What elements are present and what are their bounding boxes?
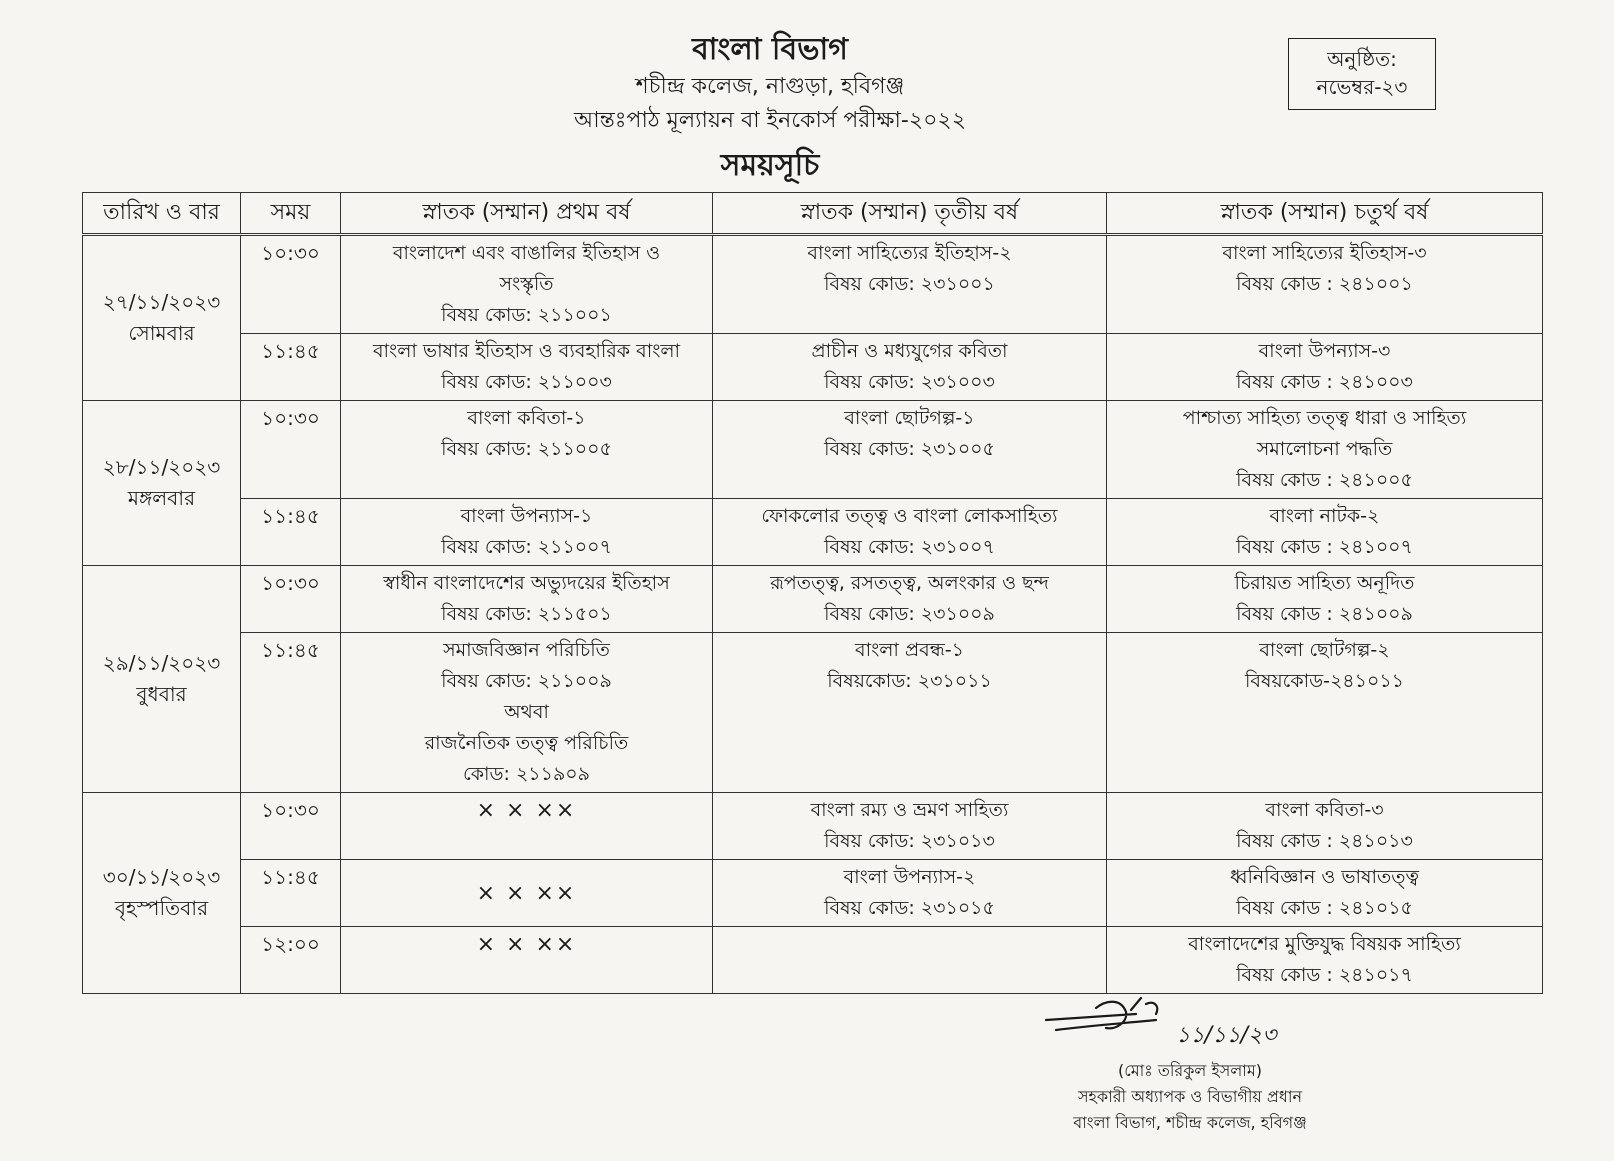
subject-code: বিষয় কোড : ২৪১০১৩ [1236, 830, 1413, 852]
first-year-cell [341, 235, 713, 334]
subject-code: বিষয় কোড: ২৩১০০৯ [824, 603, 995, 625]
subject-code: বিষয় কোড : ২৪১০০৩ [1236, 371, 1413, 393]
time-cell: ১০:৩০ [241, 566, 341, 633]
subject-title: বাংলা উপন্যাস-১ [460, 505, 593, 527]
first-year-cell [341, 401, 713, 499]
subject-title: চিরায়ত সাহিত্য অনূদিত [1234, 572, 1415, 594]
subject-title: বাংলা উপন্যাস-২ [843, 866, 976, 888]
column-header-third-year: স্নাতক (সম্মান) তৃতীয় বর্ষ [713, 193, 1107, 235]
college-name: শচীন্দ্র কলেজ, নাগুড়া, হবিগঞ্জ [635, 74, 905, 99]
subject-code: বিষয় কোড: ২৩১০১৩ [824, 830, 995, 852]
time-cell: ১০:৩০ [241, 401, 341, 499]
held-value: নভেম্বর-২৩ [1316, 75, 1408, 99]
signature-date: ১১/১১/২৩ [1176, 1023, 1277, 1048]
subject-title: ফোকলোর তত্ত্ব ও বাংলা লোকসাহিত্য [761, 505, 1058, 527]
subject-title: বাংলা ছোটগল্প-১ [844, 407, 975, 429]
fourth-year-cell [1107, 235, 1543, 334]
exam-day: সোমবার [128, 321, 195, 345]
fourth-year-cell [1107, 860, 1543, 927]
third-year-cell [713, 334, 1107, 401]
no-exam-mark: × × ×× [476, 932, 577, 957]
exam-day: বুধবার [136, 682, 187, 706]
subject-title: বাংলা ছোটগল্প-২ [1259, 639, 1390, 661]
no-exam-mark: × × ×× [476, 798, 577, 823]
subject-title: পাশ্চাত্য সাহিত্য তত্ত্ব ধারা ও সাহিত্য [1182, 407, 1467, 429]
first-year-cell [341, 927, 713, 994]
subject-title: সমাজবিজ্ঞান পরিচিতি [443, 639, 610, 661]
subject-title: সংস্কৃতি [499, 273, 554, 295]
table-row [83, 566, 1543, 633]
date-cell [83, 793, 241, 994]
header [500, 30, 1040, 138]
held-date-box [1288, 38, 1436, 110]
subject-title: ধ্বনিবিজ্ঞান ও ভাষাতত্ত্ব [1229, 866, 1420, 888]
time-cell: ১২:০০ [241, 927, 341, 994]
first-year-cell [341, 860, 713, 927]
subject-code: বিষয় কোড: ২১১০০৭ [441, 536, 612, 558]
subject-title: বাংলা সাহিত্যের ইতিহাস-২ [807, 242, 1012, 264]
exam-date: ২৯/১১/২০২৩ [102, 651, 221, 675]
subject-title: সমালোচনা পদ্ধতি [1256, 438, 1393, 460]
subject-code: বিষয় কোড: ২১১০০৫ [441, 438, 612, 460]
subject-title: বাংলা প্রবন্ধ-১ [855, 639, 964, 661]
signatory-department: বাংলা বিভাগ, শচীন্দ্র কলেজ, হবিগঞ্জ [1073, 1113, 1307, 1132]
column-header-date: তারিখ ও বার [83, 193, 241, 235]
subject-code: বিষয় কোড : ২৪১০১৭ [1236, 964, 1413, 986]
subject-code: বিষয় কোড: ২৩১০০৩ [824, 371, 995, 393]
table-row [83, 334, 1543, 401]
time-cell: ১০:৩০ [241, 235, 341, 334]
subject-code: বিষয়কোড: ২৩১০১১ [827, 670, 992, 692]
first-year-cell [341, 793, 713, 860]
subject-title: বাংলা কবিতা-১ [467, 407, 586, 429]
time-cell: ১০:৩০ [241, 793, 341, 860]
table-row [83, 401, 1543, 499]
fourth-year-cell [1107, 927, 1543, 994]
first-year-cell [341, 566, 713, 633]
column-header-fourth-year: স্নাতক (সম্মান) চতুর্থ বর্ষ [1107, 193, 1543, 235]
fourth-year-cell [1107, 499, 1543, 566]
subject-title: বাংলা রম্য ও ভ্রমণ সাহিত্য [810, 799, 1009, 821]
first-year-cell [341, 334, 713, 401]
table-row [83, 235, 1543, 334]
subject-code: কোড: ২১১৯০৯ [463, 763, 590, 785]
fourth-year-cell [1107, 566, 1543, 633]
subject-code: বিষয় কোড: ২১১০০৩ [441, 371, 612, 393]
held-label: অনুষ্ঠিত: [1327, 47, 1397, 71]
exam-date: ৩০/১১/২০২৩ [102, 865, 221, 889]
no-exam-mark: × × ×× [476, 881, 577, 906]
subject-code: বিষয় কোড : ২৪১০১৫ [1236, 897, 1413, 919]
table-row [83, 499, 1543, 566]
subject-title: বাংলা নাটক-২ [1269, 505, 1380, 527]
exam-day: বৃহস্পতিবার [114, 896, 209, 920]
third-year-cell [713, 566, 1107, 633]
subject-title: বাংলা কবিতা-৩ [1265, 799, 1384, 821]
third-year-cell [713, 927, 1107, 994]
fourth-year-cell [1107, 334, 1543, 401]
subject-title: রূপতত্ত্ব, রসতত্ত্ব, অলংকার ও ছন্দ [770, 572, 1049, 594]
table-header-row [83, 193, 1543, 235]
subject-code: বিষয় কোড : ২৪১০০১ [1236, 273, 1413, 295]
or-separator: অথবা [504, 701, 549, 723]
time-cell: ১১:৪৫ [241, 633, 341, 793]
signatory-name: (মোঃ তরিকুল ইসলাম) [1117, 1061, 1263, 1080]
fourth-year-cell [1107, 401, 1543, 499]
third-year-cell [713, 235, 1107, 334]
subject-code: বিষয় কোড: ২১১৫০১ [441, 603, 612, 625]
schedule-title: সময়সূচি [720, 148, 820, 183]
subject-title: বাংলা সাহিত্যের ইতিহাস-৩ [1222, 242, 1427, 264]
table-row [83, 860, 1543, 927]
exam-day: মঙ্গলবার [127, 486, 196, 510]
table-row [83, 927, 1543, 994]
subject-title: বাংলা ভাষার ইতিহাস ও ব্যবহারিক বাংলা [372, 340, 681, 362]
subject-code: বিষয় কোড : ২৪১০০৯ [1236, 603, 1413, 625]
first-year-cell [341, 633, 713, 793]
third-year-cell [713, 860, 1107, 927]
signatory-designation: সহকারী অধ্যাপক ও বিভাগীয় প্রধান [1077, 1087, 1303, 1106]
date-cell [83, 566, 241, 793]
third-year-cell [713, 499, 1107, 566]
subject-code: বিষয় কোড : ২৪১০০৫ [1236, 469, 1413, 491]
subject-title: বাংলাদেশের মুক্তিযুদ্ধ বিষয়ক সাহিত্য [1188, 933, 1461, 955]
column-header-time: সময় [241, 193, 341, 235]
exam-date: ২৮/১১/২০২৩ [102, 455, 221, 479]
subject-title: স্বাধীন বাংলাদেশের অভ্যুদয়ের ইতিহাস [383, 572, 670, 594]
third-year-cell [713, 633, 1107, 793]
column-header-first-year: স্নাতক (সম্মান) প্রথম বর্ষ [341, 193, 713, 235]
table-row [83, 793, 1543, 860]
subject-code: বিষয় কোড: ২৩১০০৭ [824, 536, 995, 558]
department-title: বাংলা বিভাগ [692, 32, 848, 67]
subject-code: বিষয় কোড : ২৪১০০৭ [1236, 536, 1413, 558]
subject-code: বিষয় কোড: ২৩১০০১ [824, 273, 995, 295]
subject-title: বাংলা উপন্যাস-৩ [1258, 340, 1391, 362]
fourth-year-cell [1107, 633, 1543, 793]
time-cell: ১১:৪৫ [241, 499, 341, 566]
subject-code: বিষয়কোড-২৪১০১১ [1245, 670, 1404, 692]
schedule-table [82, 192, 1543, 994]
date-cell [83, 235, 241, 401]
third-year-cell [713, 401, 1107, 499]
subject-code: বিষয় কোড: ২১১০০৯ [441, 670, 612, 692]
table-row [83, 633, 1543, 793]
time-cell: ১১:৪৫ [241, 860, 341, 927]
third-year-cell [713, 793, 1107, 860]
subject-title: বাংলাদেশ এবং বাঙালির ইতিহাস ও [392, 242, 661, 264]
exam-date: ২৭/১১/২০২৩ [102, 290, 221, 314]
first-year-cell [341, 499, 713, 566]
exam-name: আন্তঃপাঠ মূল্যায়ন বা ইনকোর্স পরীক্ষা-২০২২ [573, 108, 967, 133]
subject-code: বিষয় কোড: ২১১০০১ [441, 304, 612, 326]
subject-title: রাজনৈতিক তত্ত্ব পরিচিতি [424, 732, 629, 754]
signatory-block [1030, 1058, 1350, 1136]
time-cell: ১১:৪৫ [241, 334, 341, 401]
subject-title: প্রাচীন ও মধ্যযুগের কবিতা [811, 340, 1008, 362]
subject-code: বিষয় কোড: ২৩১০১৫ [824, 897, 995, 919]
date-cell [83, 401, 241, 566]
handwritten-signature [1036, 990, 1336, 1060]
fourth-year-cell [1107, 793, 1543, 860]
subject-code: বিষয় কোড: ২৩১০০৫ [824, 438, 995, 460]
